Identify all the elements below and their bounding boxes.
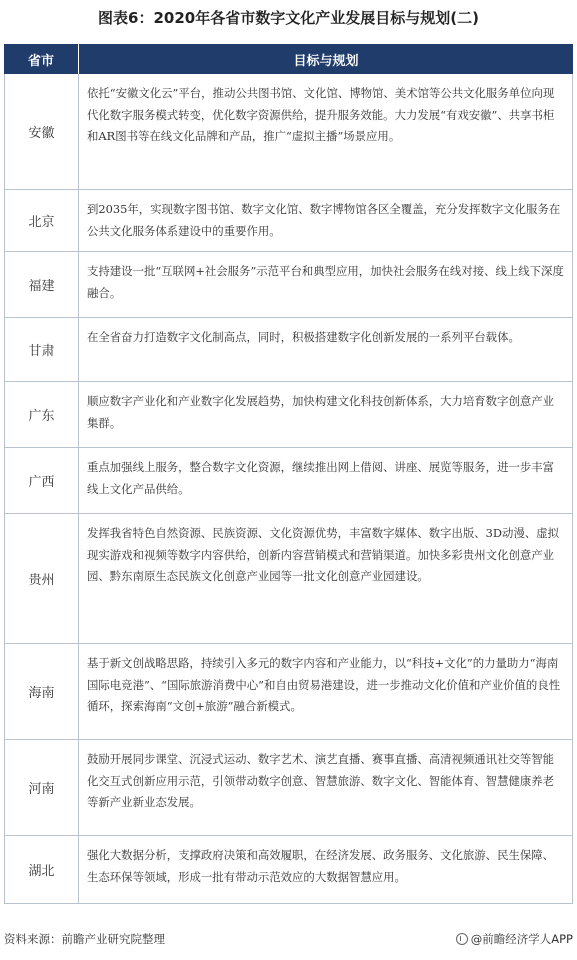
province-cell: 北京	[5, 190, 79, 251]
province-cell: 贵州	[5, 514, 79, 643]
table-row	[4, 448, 573, 514]
province-cell: 湖北	[5, 836, 79, 903]
goal-cell: 支持建设一批“互联网+社会服务”示范平台和典型应用，加快社会服务在线对接、线上线下深度融合。	[87, 264, 564, 300]
table-header	[4, 44, 573, 74]
brand-logo-icon	[456, 933, 468, 945]
page-title: 图表6：2020年各省市数字文化产业发展目标与规划(二)	[98, 9, 479, 27]
goal-cell: 鼓励开展同步课堂、沉浸式运动、数字艺术、演艺直播、赛事直播、高清视频通讯社交等智能化交互式创新应用示范，引领带动数字创意、智慧旅游、数字文化、智能体育、智慧健康养老等新产业新业态发展。	[87, 752, 555, 810]
table-row	[4, 252, 573, 318]
goal-cell: 发挥我省特色自然资源、民族资源、文化资源优势，丰富数字媒体、数字出版、3D动漫、虚拟现实游戏和视频等数字内容供给，创新内容营销模式和营销渠道。加快多彩贵州文化创意产业园、黔东南原生态民族文化创意产业园等一批文化创意产业园建设。	[87, 526, 560, 584]
table-row	[4, 74, 573, 190]
table-row	[4, 836, 573, 904]
province-cell: 福建	[5, 252, 79, 317]
source-note: 资料来源：前瞻产业研究院整理	[4, 932, 165, 946]
goal-cell: 强化大数据分析，支撑政府决策和高效履职，在经济发展、政务服务、文化旅游、民生保障、生态环保等领域，形成一批有带动示范效应的大数据智慧应用。	[87, 848, 555, 884]
table-row	[4, 514, 573, 644]
table-row	[4, 190, 573, 252]
goal-cell: 顺应数字产业化和产业数字化发展趋势，加快构建文化科技创新体系，大力培育数字创意产业集群。	[87, 394, 555, 430]
goal-cell: 到2035年，实现数字图书馆、数字文化馆、数字博物馆各区全覆盖，充分发挥数字文化服务在公共文化服务体系建设中的重要作用。	[87, 202, 561, 238]
table-row	[4, 382, 573, 448]
header-goals: 目标与规划	[293, 53, 359, 69]
goal-cell: 基于新文创战略思路，持续引入多元的数字内容和产业能力，以“科技+文化”的力量助力“海南国际电竞港”、“国际旅游消费中心”和自由贸易港建设，进一步推动文化价值和产业价值的良性循环，探索海南“文创+旅游”融合新模式。	[87, 656, 561, 714]
footer	[4, 931, 573, 947]
data-table	[4, 44, 573, 904]
province-cell: 海南	[5, 644, 79, 739]
goal-cell: 重点加强线上服务，整合数字文化资源，继续推出网上借阅、讲座、展览等服务，进一步丰富线上文化产品供给。	[87, 460, 555, 496]
province-cell: 广西	[5, 448, 79, 513]
table-row	[4, 644, 573, 740]
province-cell: 甘肃	[5, 318, 79, 381]
goal-cell: 在全省奋力打造数字文化制高点，同时，积极搭建数字化创新发展的一系列平台载体。	[87, 330, 520, 344]
province-cell: 河南	[5, 740, 79, 835]
province-cell: 广东	[5, 382, 79, 447]
goal-cell: 依托“安徽文化云”平台，推动公共图书馆、文化馆、博物馆、美术馆等公共文化服务单位向现代化数字服务模式转变，优化数字资源供给，提升服务效能。大力发展“有戏安徽”、共享书柜和AR图书等在线文化品牌和产品，推广“虚拟主播”场景应用。	[87, 86, 555, 144]
table-row	[4, 740, 573, 836]
province-cell: 安徽	[5, 74, 79, 189]
table-row	[4, 318, 573, 382]
brand-text: @前瞻经济学人APP	[470, 932, 573, 946]
brand-credit	[456, 931, 573, 947]
header-province: 省市	[4, 44, 79, 74]
